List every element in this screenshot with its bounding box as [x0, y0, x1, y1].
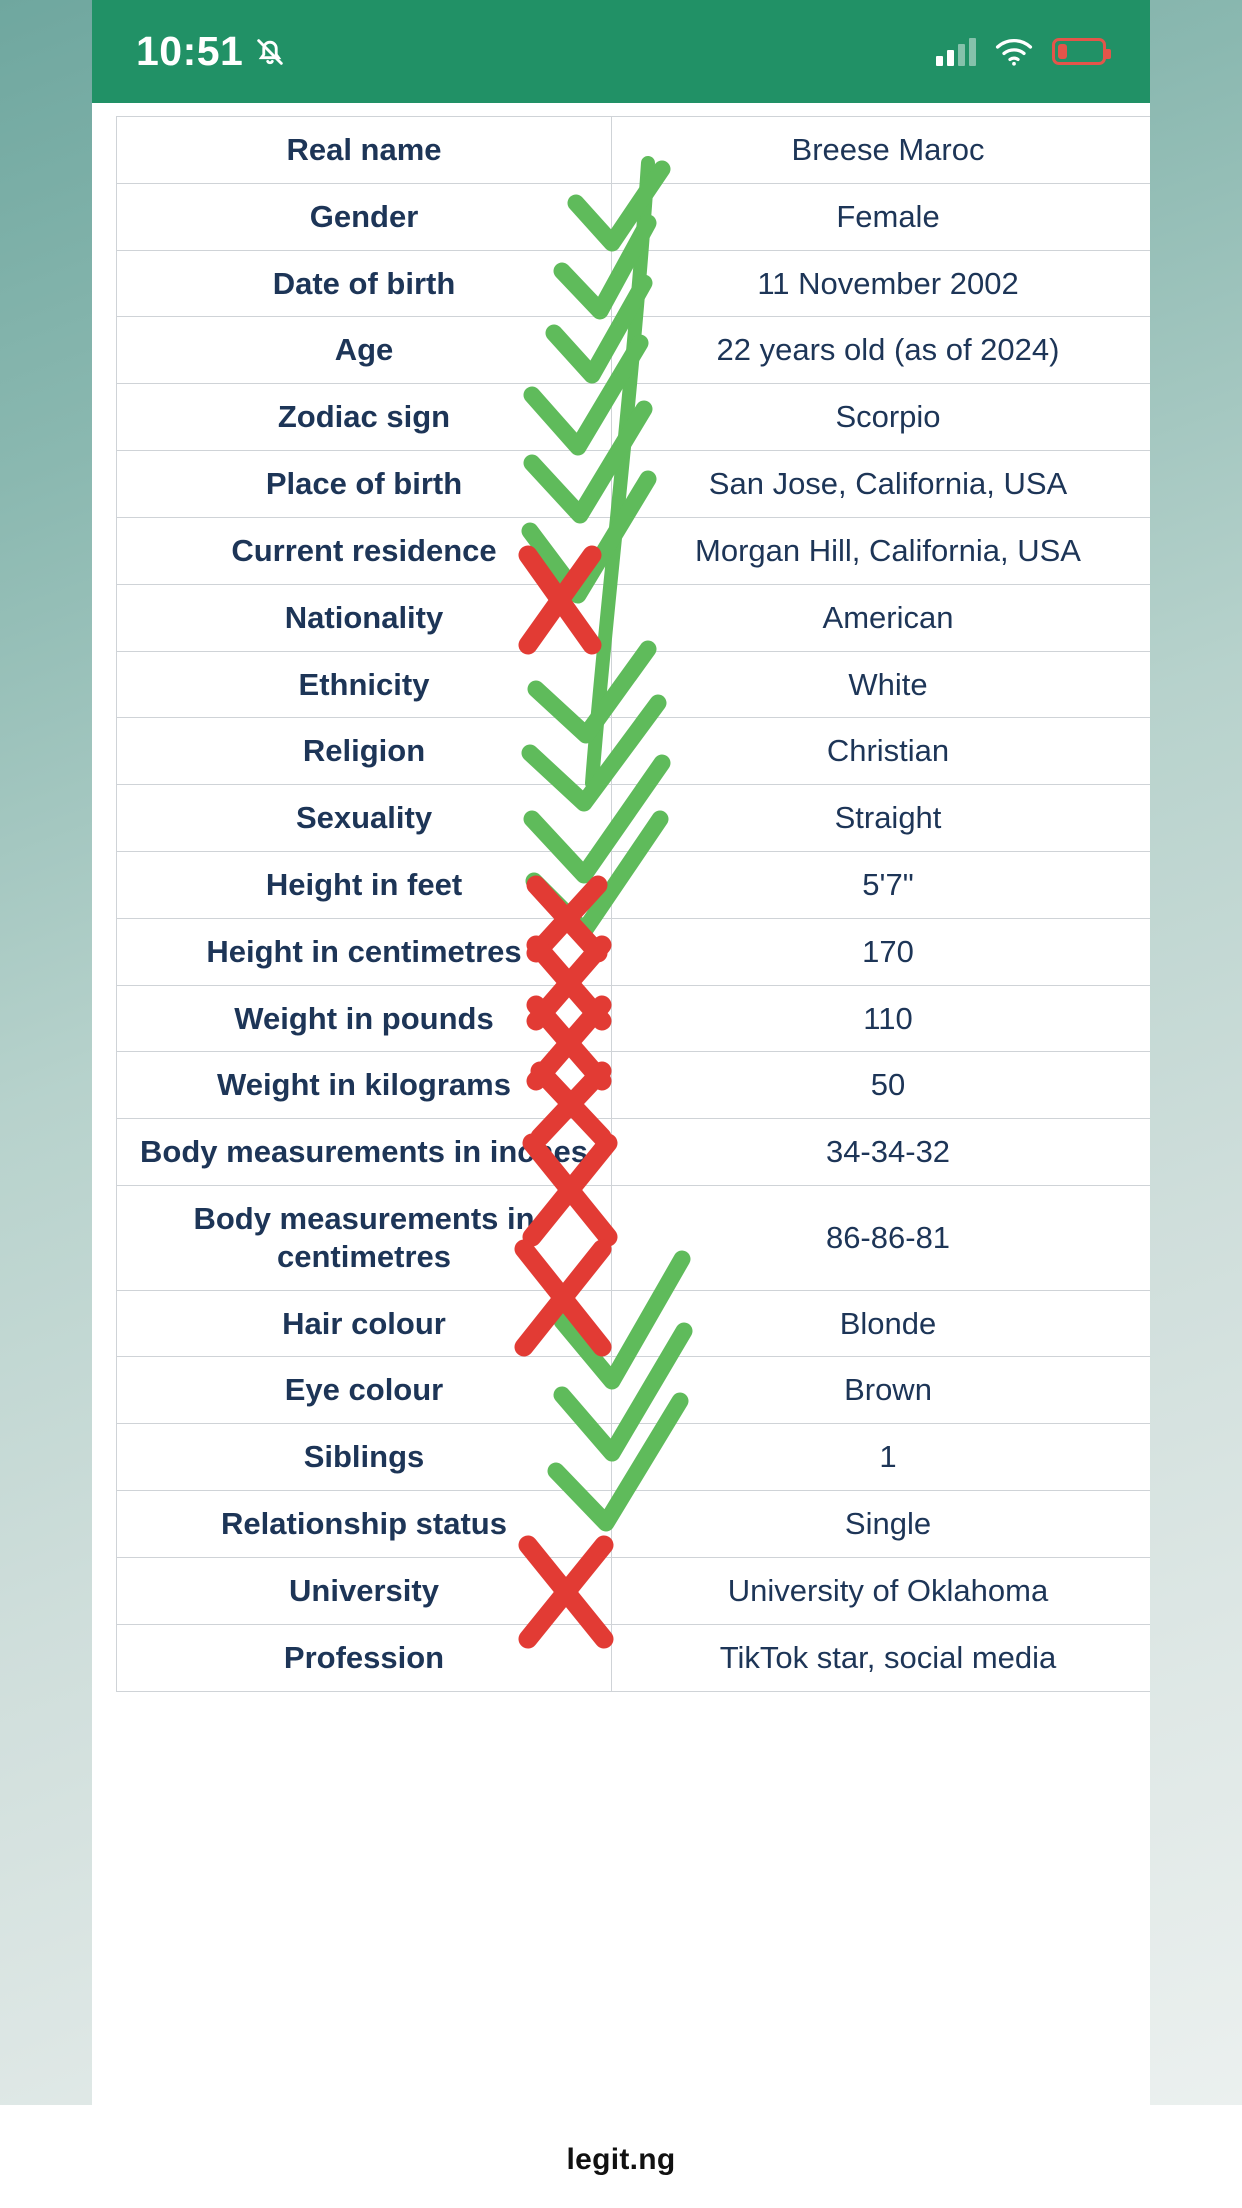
row-key: Place of birth	[117, 451, 612, 518]
cellular-signal-icon	[936, 38, 976, 66]
row-value: 86-86-81	[612, 1186, 1151, 1291]
row-key: Real name	[117, 117, 612, 184]
table-row	[117, 1557, 1151, 1624]
table-row	[117, 1424, 1151, 1491]
table-row	[117, 1357, 1151, 1424]
row-key: Relationship status	[117, 1491, 612, 1558]
page-content	[92, 103, 1150, 2208]
row-value: 50	[612, 1052, 1151, 1119]
row-value: 5'7"	[612, 851, 1151, 918]
table-row	[117, 1119, 1151, 1186]
row-key: Date of birth	[117, 250, 612, 317]
table-row	[117, 718, 1151, 785]
row-key: Siblings	[117, 1424, 612, 1491]
table-row	[117, 851, 1151, 918]
row-value: TikTok star, social media	[612, 1624, 1151, 1691]
status-bar-right	[936, 37, 1106, 67]
row-value: University of Oklahoma	[612, 1557, 1151, 1624]
bell-slash-icon	[253, 33, 287, 71]
row-key: Height in centimetres	[117, 918, 612, 985]
table-row	[117, 918, 1151, 985]
row-key: Weight in kilograms	[117, 1052, 612, 1119]
row-value: 1	[612, 1424, 1151, 1491]
battery-low-icon	[1052, 38, 1106, 65]
table-row	[117, 1624, 1151, 1691]
bio-table	[116, 116, 1150, 1692]
row-value: 110	[612, 985, 1151, 1052]
row-key: Zodiac sign	[117, 384, 612, 451]
row-value: Breese Maroc	[612, 117, 1151, 184]
table-row	[117, 1186, 1151, 1291]
table-row	[117, 1491, 1151, 1558]
row-key: Eye colour	[117, 1357, 612, 1424]
row-key: Height in feet	[117, 851, 612, 918]
row-value: Straight	[612, 785, 1151, 852]
row-value: 11 November 2002	[612, 250, 1151, 317]
table-row	[117, 183, 1151, 250]
table-row	[117, 1290, 1151, 1357]
row-value: Brown	[612, 1357, 1151, 1424]
row-key: Age	[117, 317, 612, 384]
table-row	[117, 117, 1151, 184]
row-key: Religion	[117, 718, 612, 785]
table-row	[117, 985, 1151, 1052]
watermark: legit.ng	[566, 2143, 676, 2176]
row-value: Scorpio	[612, 384, 1151, 451]
wifi-icon	[994, 37, 1034, 67]
row-key: Profession	[117, 1624, 612, 1691]
row-key: Sexuality	[117, 785, 612, 852]
row-key: Nationality	[117, 584, 612, 651]
row-key: Ethnicity	[117, 651, 612, 718]
row-value: 22 years old (as of 2024)	[612, 317, 1151, 384]
row-value: Christian	[612, 718, 1151, 785]
row-value: Single	[612, 1491, 1151, 1558]
row-value: Female	[612, 183, 1151, 250]
status-clock: 10:51	[136, 28, 244, 74]
row-value: Morgan Hill, California, USA	[612, 517, 1151, 584]
table-row	[117, 384, 1151, 451]
row-value: American	[612, 584, 1151, 651]
row-value: San Jose, California, USA	[612, 451, 1151, 518]
table-row	[117, 451, 1151, 518]
row-value: 34-34-32	[612, 1119, 1151, 1186]
table-row	[117, 250, 1151, 317]
row-key: Body measurements in centimetres	[117, 1186, 612, 1291]
row-key: Current residence	[117, 517, 612, 584]
status-bar	[92, 0, 1150, 103]
table-row	[117, 517, 1151, 584]
table-row	[117, 1052, 1151, 1119]
table-row	[117, 785, 1151, 852]
row-key: Gender	[117, 183, 612, 250]
phone-screenshot	[92, 0, 1150, 2208]
table-row	[117, 584, 1151, 651]
row-key: Body measurements in inches	[117, 1119, 612, 1186]
table-row	[117, 651, 1151, 718]
row-key: University	[117, 1557, 612, 1624]
table-row	[117, 317, 1151, 384]
row-key: Hair colour	[117, 1290, 612, 1357]
status-bar-left	[136, 28, 287, 75]
row-value: Blonde	[612, 1290, 1151, 1357]
row-key: Weight in pounds	[117, 985, 612, 1052]
row-value: White	[612, 651, 1151, 718]
row-value: 170	[612, 918, 1151, 985]
